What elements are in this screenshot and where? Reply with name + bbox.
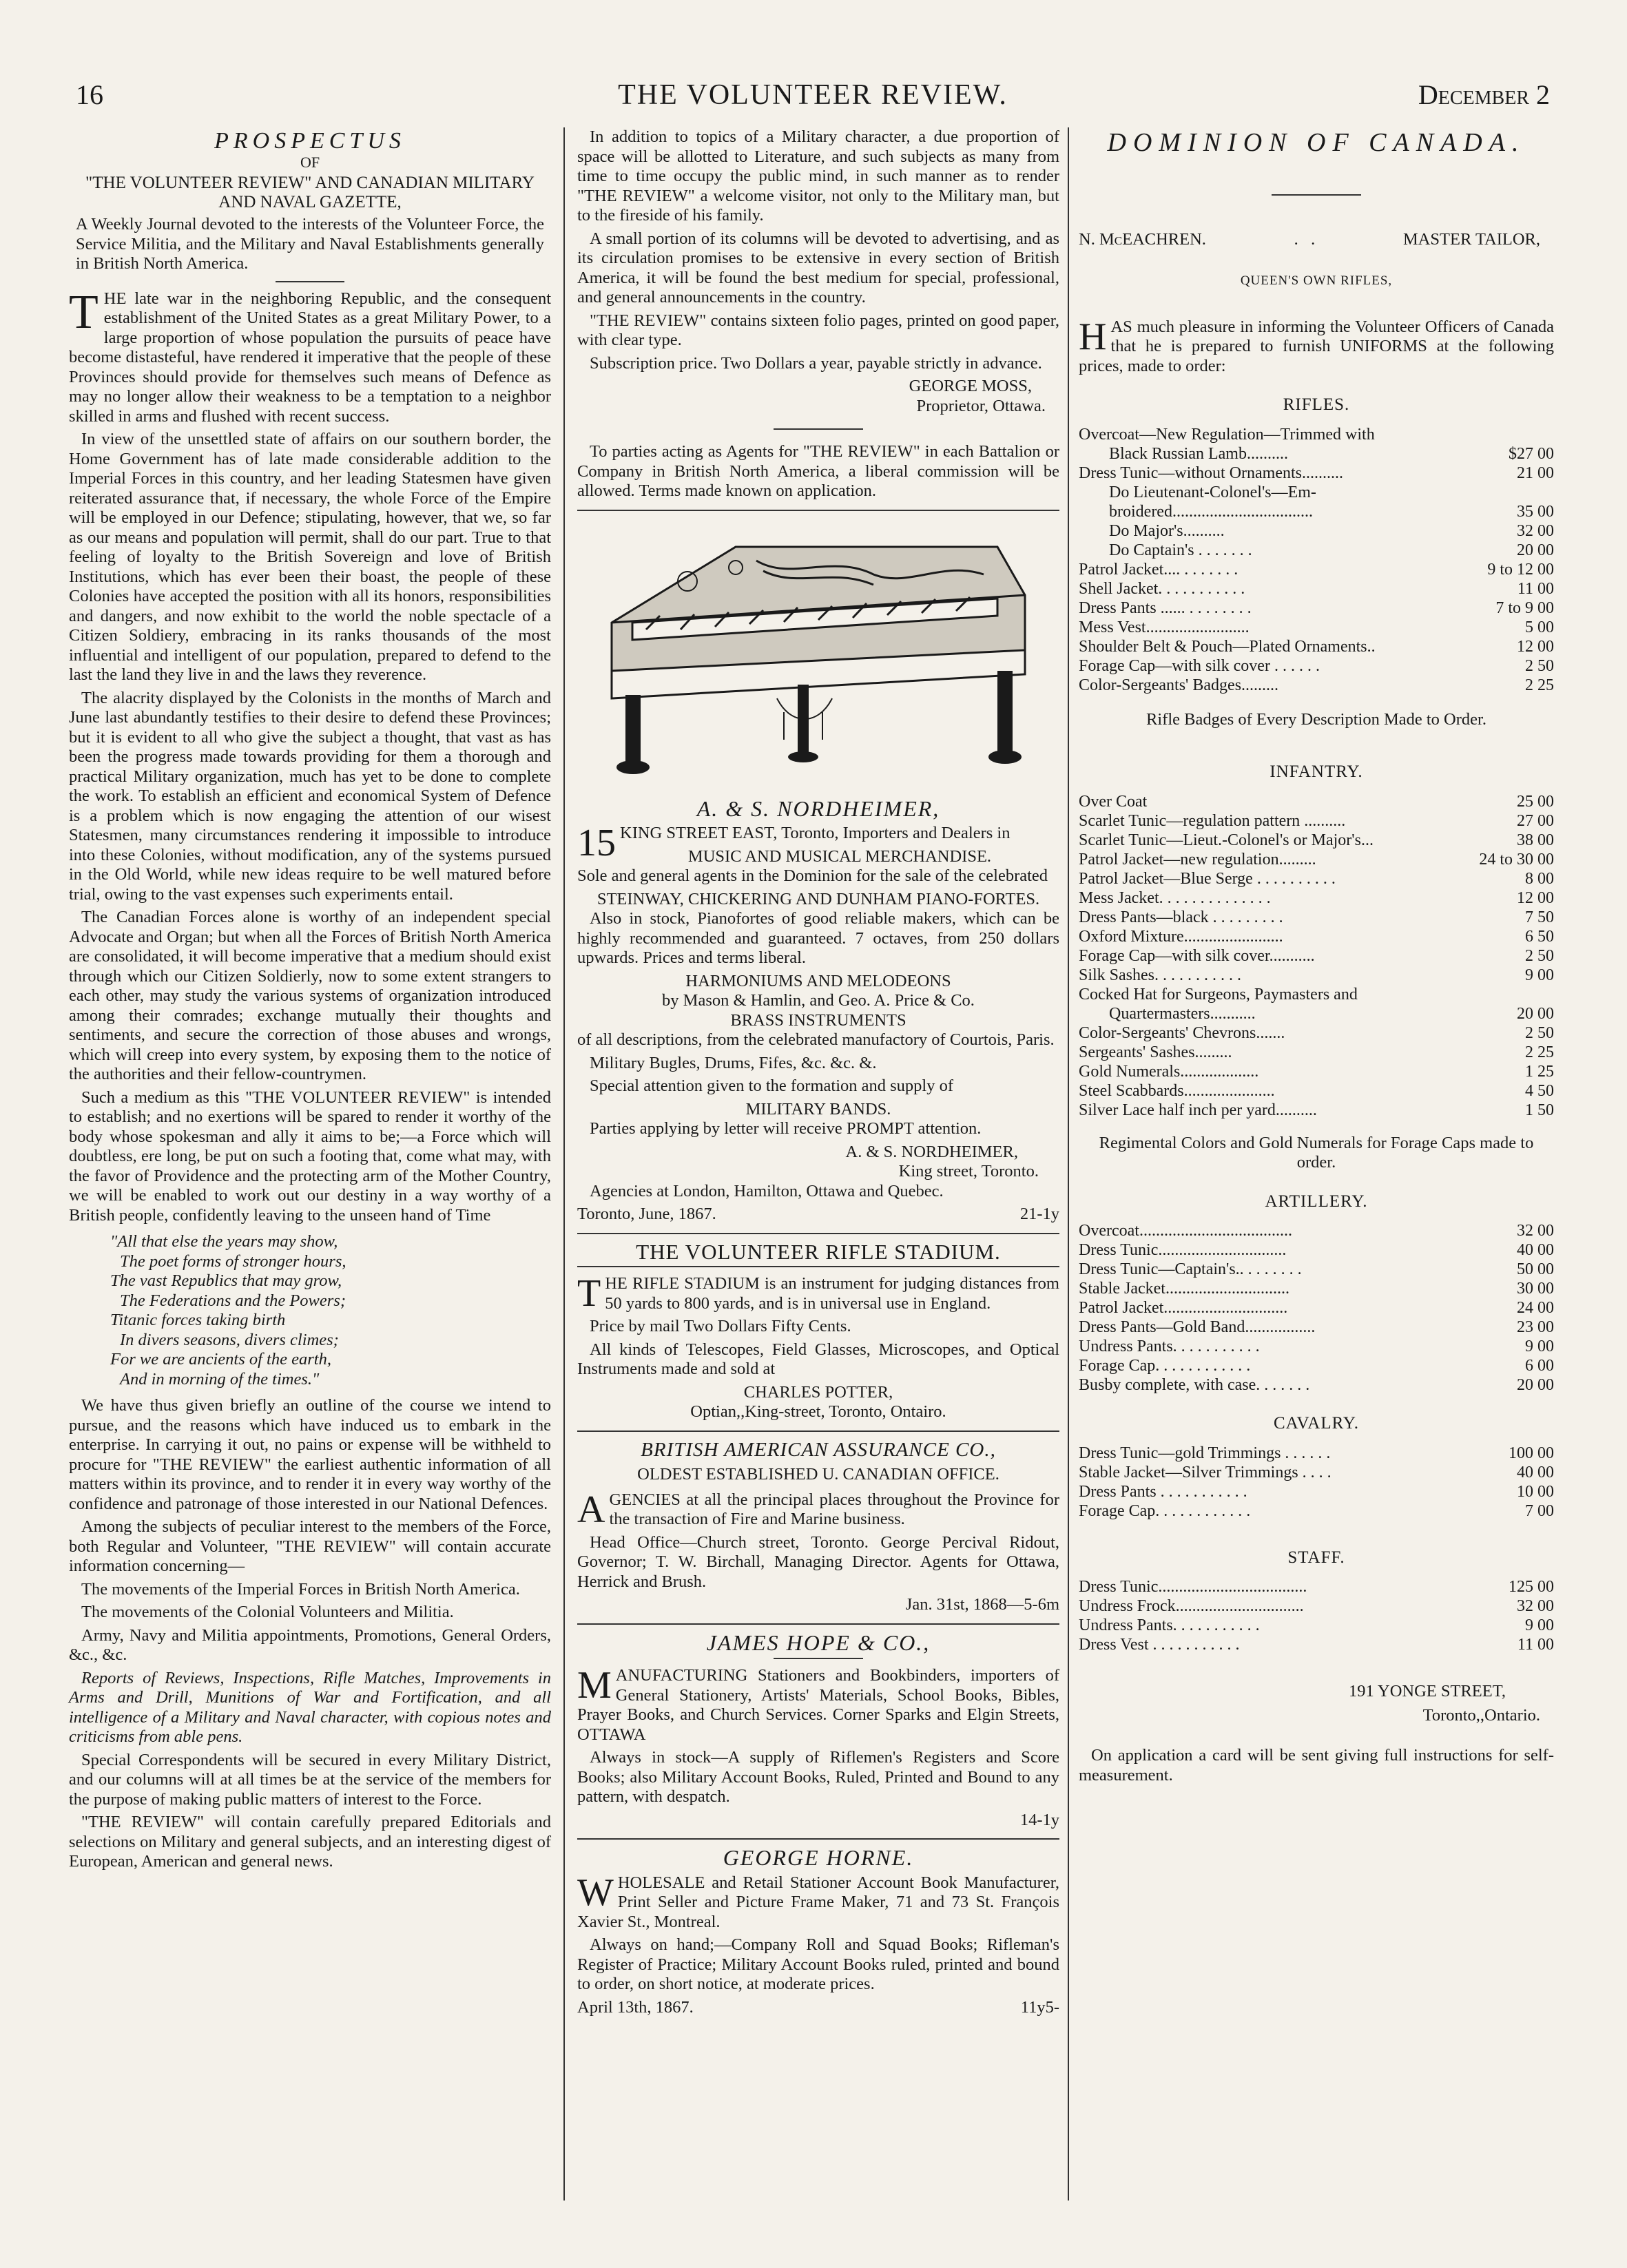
price-row xyxy=(1079,637,1554,656)
divider xyxy=(774,1658,863,1659)
garment-name: Undress Frock............................... xyxy=(1079,1597,1304,1615)
garment-name: Scarlet Tunic—regulation pattern .......... xyxy=(1079,811,1346,830)
tailor-line xyxy=(1079,230,1554,250)
garment-name: Silver Lace half inch per yard.......... xyxy=(1079,1101,1317,1119)
garment-name: Dress Tunic.................................... xyxy=(1079,1578,1307,1596)
poem xyxy=(110,1232,551,1389)
paragraph: "THE REVIEW" contains sixteen folio pages, printed on good paper, with clear type. xyxy=(577,311,1059,349)
garment-price: 32 00 xyxy=(1517,1222,1554,1240)
garment-price: 20 00 xyxy=(1517,541,1554,559)
garment-price: 2 50 xyxy=(1525,946,1554,965)
paragraph: AGENCIES at all the principal places throughout the Province for the transaction of Fire and Marine business. xyxy=(577,1488,1059,1531)
garment-price: 100 00 xyxy=(1509,1444,1554,1462)
nordheimer-signature-address: King street, Toronto. xyxy=(898,1162,1039,1180)
address-line-2: Toronto,,Ontario. xyxy=(1422,1705,1540,1725)
rifles-price-list xyxy=(1079,425,1554,695)
section-title-infantry: INFANTRY. xyxy=(1270,762,1363,781)
price-row xyxy=(1079,869,1554,888)
garment-name: Forage Cap—with silk cover . . . . . . xyxy=(1079,656,1320,675)
garment-name: Shell Jacket. . . . . . . . . . . xyxy=(1079,579,1245,598)
garment-price: $27 00 xyxy=(1509,444,1554,463)
divider xyxy=(577,1430,1059,1432)
paragraph: THE late war in the neighboring Republic, and the consequent establishment of the United States as a great Military Power, to a large proportion of whose population the pursuits of peace have become distasteful, have rendered it imperative that the people of these Provinces should provide for themselves such means of Defence as may no longer allow their weakness to be a temptation to a neighbor skilled in arms and flushed with recent success. xyxy=(69,285,551,426)
price-row xyxy=(1079,966,1554,985)
section-title-cavalry: CAVALRY. xyxy=(1273,1414,1360,1433)
garment-name: Dress Tunic—without Ornaments.......... xyxy=(1079,464,1343,482)
price-row xyxy=(1079,464,1554,483)
price-row xyxy=(1079,483,1554,502)
paragraph: MANUFACTURING Stationers and Bookbinders, importers of General Stationery, Artists' Materials, School Books, Bibles, Prayer Books, and Church Services. Corner Sparks and Elgin Streets, OTTAWA xyxy=(577,1664,1059,1744)
divider xyxy=(276,281,344,282)
price-row xyxy=(1079,1501,1554,1521)
price-row xyxy=(1079,1298,1554,1318)
price-row xyxy=(1079,1023,1554,1043)
drop-cap: H xyxy=(1079,315,1107,358)
price-row xyxy=(1079,1375,1554,1395)
price-row xyxy=(1079,599,1554,618)
garment-price: 11 00 xyxy=(1517,1636,1554,1654)
garment-price: 40 00 xyxy=(1517,1241,1554,1259)
garment-name: Dress Vest . . . . . . . . . . . xyxy=(1079,1636,1240,1654)
prospectus-intro: A Weekly Journal devoted to the interests of the Volunteer Force, the Service Militia, and the Military and Naval Establishments generally in British North America. xyxy=(76,215,544,273)
price-row xyxy=(1079,541,1554,560)
agents-notice: To parties acting as Agents for "THE REVIEW" in each Battalion or Company in British North America, a liberal commission will be allowed. Terms made known on application. xyxy=(577,442,1059,500)
garment-name: Do Captain's . . . . . . . xyxy=(1109,541,1252,559)
divider xyxy=(577,1233,1059,1234)
prospectus-heading: PROSPECTUS xyxy=(214,128,406,154)
garment-price: 9 to 12 00 xyxy=(1487,560,1554,579)
stadium-signature: CHARLES POTTER, xyxy=(743,1382,893,1402)
garment-name: Do Lieutenant-Colonel's—Em- xyxy=(1109,483,1316,501)
nordheimer-harmoniums: HARMONIUMS AND MELODEONS xyxy=(685,971,951,990)
tailor-advertisement-column xyxy=(1079,127,1554,1789)
nordheimer-pianos: STEINWAY, CHICKERING AND DUNHAM PIANO-FORTES. xyxy=(597,889,1040,908)
paragraph: The alacrity displayed by the Colonists in the months of March and June last abundantly testifies to their desire to defend these Provinces; but it is evident to all who give the subject a thought, that vast as has been the progress made towards providing for them a thorough and practical Military organization, much has yet to be done to complete the work. To establish an efficient and economical System of Defence is a problem which is now engaging the attention of our wisest Statesmen, many circumstances rendering it impossible to introduce into these Colonies, without modification, any of the systems pursued in the Old World, while new ideas require to be well matured before trial, owing to the vast expenses such experiments entail. xyxy=(69,688,551,904)
garment-price: 21 00 xyxy=(1517,464,1554,482)
garment-name: Stable Jacket—Silver Trimmings . . . . xyxy=(1079,1463,1331,1481)
prospectus-of: OF xyxy=(300,153,320,171)
garment-name: Forage Cap. . . . . . . . . . . . xyxy=(1079,1501,1251,1520)
garment-price: 2 25 xyxy=(1525,676,1554,694)
garment-price: 24 to 30 00 xyxy=(1479,850,1554,868)
garment-price: 4 50 xyxy=(1525,1081,1554,1100)
garment-name: Dress Pants ...... . . . . . . . . xyxy=(1079,599,1252,617)
advertisements-column xyxy=(577,127,1059,2017)
page-number: 16 xyxy=(76,79,103,110)
signature-title: Proprietor, Ottawa. xyxy=(916,396,1046,415)
garment-price: 50 00 xyxy=(1517,1260,1554,1278)
separator-dots: . . xyxy=(1294,229,1316,249)
paragraph: Always on hand;—Company Roll and Squad Books; Rifleman's Register of Practice; Military Account Books ruled, printed and bound to order, on short notice, at moderate prices. xyxy=(577,1935,1059,1993)
artillery-price-list xyxy=(1079,1221,1554,1395)
nordheimer-agents: Sole and general agents in the Dominion for the sale of the celebrated xyxy=(577,866,1048,885)
garment-price: 7 50 xyxy=(1525,908,1554,926)
price-row xyxy=(1079,1482,1554,1501)
price-row xyxy=(1079,444,1554,464)
nordheimer-brass: BRASS INSTRUMENTS xyxy=(730,1010,906,1030)
price-row xyxy=(1079,579,1554,599)
staff-price-list xyxy=(1079,1577,1554,1654)
garment-name: Dress Pants . . . . . . . . . . . xyxy=(1079,1482,1247,1501)
garment-price: 8 00 xyxy=(1525,869,1554,888)
nordheimer-heading: A. & S. NORDHEIMER, xyxy=(696,795,940,821)
stadium-heading: THE VOLUNTEER RIFLE STADIUM. xyxy=(636,1239,1001,1264)
price-row xyxy=(1079,1318,1554,1337)
price-row xyxy=(1079,888,1554,908)
price-row xyxy=(1079,850,1554,869)
garment-price xyxy=(1451,985,1554,1004)
garment-price: 125 00 xyxy=(1509,1578,1554,1596)
garment-price: 2 50 xyxy=(1525,1023,1554,1042)
garment-price: 27 00 xyxy=(1517,811,1554,830)
paragraph: "THE REVIEW" will contain carefully prepared Editorials and selections on Military and general subjects, and an interesting digest of European, American and general news. xyxy=(69,1813,551,1871)
piano-illustration xyxy=(584,519,1053,795)
garment-name: Dress Tunic—gold Trimmings . . . . . . xyxy=(1079,1444,1331,1462)
garment-price: 7 00 xyxy=(1525,1501,1554,1520)
column-rule xyxy=(1068,127,1069,2201)
column-rule xyxy=(563,127,565,2201)
masthead-title: THE VOLUNTEER REVIEW. xyxy=(618,79,1008,111)
issue-date: December 2 xyxy=(1418,79,1550,110)
price-row xyxy=(1079,792,1554,811)
price-row xyxy=(1079,1081,1554,1101)
garment-price: 32 00 xyxy=(1517,1597,1554,1615)
garment-name: Color-Sergeants' Badges......... xyxy=(1079,676,1279,694)
date: Toronto, June, 1867. xyxy=(577,1205,716,1223)
garment-name: Undress Pants. . . . . . . . . . . xyxy=(1079,1616,1260,1634)
paragraph: Army, Navy and Militia appointments, Promotions, General Orders, &c., &c. xyxy=(69,1625,551,1664)
price-row xyxy=(1079,1260,1554,1279)
paragraph: In view of the unsettled state of affairs on our southern border, the Home Government has of late made considerable addition to the Imperial Forces in this country, and her leading Statesmen have given reiterated assurance that, if necessary, the whole Force of the Empire will be employed in our Defence; stipulating, however, that we, so far as our means and population will permit, shall do our part. True to that feeling of loyalty to the British Sovereign and love of British Institutions, which has ever been their boast, the people of these Colonies have accepted the position with all its honors, responsibilities and dangers, and now exhibit to the world the noble spectacle of a Citizen Soldiery, embracing in its ranks thousands of the most influential and intelligent of our population, prepared to defend to the last the land they live in and the laws they reverence. xyxy=(69,430,551,684)
paragraph: Always in stock—A supply of Riflemen's Registers and Score Books; also Military Account Books, Ruled, Printed and Bound to any pattern, with despatch. xyxy=(577,1748,1059,1806)
poem-line: In divers seasons, divers climes; xyxy=(120,1330,339,1349)
divider xyxy=(577,1266,1059,1267)
paragraph: Reports of Reviews, Inspections, Rifle Matches, Improvements in Arms and Drill, Munitions of War and Fortification, and all intelligence of a Military and Naval character, with copious notes and criticisms from able pens. xyxy=(69,1668,551,1746)
price-row xyxy=(1079,1463,1554,1482)
garment-name: Forage Cap—with silk cover........... xyxy=(1079,946,1315,965)
garment-name: Black Russian Lamb.......... xyxy=(1109,444,1288,463)
garment-price: 5 00 xyxy=(1525,618,1554,636)
garment-price: 11 00 xyxy=(1517,579,1554,598)
price-row xyxy=(1079,1444,1554,1463)
footer-note: On application a card will be sent giving full instructions for self-measurement. xyxy=(1079,1746,1554,1785)
garment-name: Scarlet Tunic—Lieut.-Colonel's or Major's... xyxy=(1079,831,1374,849)
horne-dateline xyxy=(577,1998,1059,2018)
garment-name: Forage Cap. . . . . . . . . . . . xyxy=(1079,1357,1251,1375)
nordheimer-goods: MUSIC AND MUSICAL MERCHANDISE. xyxy=(687,846,992,866)
garment-price: 35 00 xyxy=(1517,502,1554,521)
date: April 13th, 1867. xyxy=(577,1997,694,2017)
regiment-name: QUEEN'S OWN RIFLES, xyxy=(1240,273,1393,288)
nordheimer-signature: A. & S. NORDHEIMER, xyxy=(845,1142,1018,1161)
bata-heading: BRITISH AMERICAN ASSURANCE CO., xyxy=(641,1438,996,1461)
bata-subheading: OLDEST ESTABLISHED U. CANADIAN OFFICE. xyxy=(637,1465,999,1484)
price-row xyxy=(1079,656,1554,676)
nordheimer-courtois: of all descriptions, from the celebrated manufactory of Courtois, Paris. xyxy=(577,1030,1055,1049)
price-row xyxy=(1079,1101,1554,1120)
garment-name: Silk Sashes. . . . . . . . . . . xyxy=(1079,966,1242,984)
cavalry-price-list xyxy=(1079,1444,1554,1521)
garment-price: 38 00 xyxy=(1517,831,1554,849)
divider xyxy=(577,1838,1059,1840)
paragraph: WHOLESALE and Retail Stationer Account Book Manufacturer, Print Seller and Picture Frame Maker, 71 and 73 St. François Xavier St., Montreal. xyxy=(577,1871,1059,1931)
garment-price: 12 00 xyxy=(1517,888,1554,907)
garment-price: 9 00 xyxy=(1525,1338,1554,1355)
paragraph: The movements of the Imperial Forces in British North America. xyxy=(81,1579,520,1599)
price-row xyxy=(1079,1240,1554,1260)
drop-cap: T xyxy=(577,1272,601,1315)
nordheimer-bugles: Military Bugles, Drums, Fifes, &c. &c. &. xyxy=(590,1053,877,1072)
garment-name: Shoulder Belt & Pouch—Plated Ornaments.. xyxy=(1079,637,1376,656)
price-row xyxy=(1079,618,1554,637)
signature-name: GEORGE MOSS, xyxy=(909,377,1032,395)
garment-price: 25 00 xyxy=(1517,792,1554,811)
price-row xyxy=(1079,1337,1554,1356)
garment-name: Dress Tunic—Captain's.. . . . . . . . xyxy=(1079,1260,1302,1278)
price-row xyxy=(1079,676,1554,695)
garment-price: 12 00 xyxy=(1517,637,1554,656)
paragraph: Such a medium as this "THE VOLUNTEER REVIEW" is intended to establish; and no exertions will be spared to render it worthy of the body whose spokesman and ally it aims to be;—a Force which will doubtless, ere long, be put on such a footing that, come what may, with the favor of Providence and the protecting arm of the Mother Country, we will be enabled to work out our destiny in a way worthy of a British people, confidently leaving to the unseen hand of Time xyxy=(69,1088,551,1225)
garment-price: 9 00 xyxy=(1525,966,1554,984)
poem-line: The vast Republics that may grow, xyxy=(110,1271,342,1290)
garment-name: Patrol Jacket—new regulation......... xyxy=(1079,850,1316,868)
nordheimer-dateline xyxy=(577,1205,1059,1225)
garment-name: Color-Sergeants' Chevrons....... xyxy=(1079,1023,1285,1042)
paragraph: Among the subjects of peculiar interest to the members of the Force, both Regular and Volunteer, "THE REVIEW" will contain accurate information concerning— xyxy=(69,1517,551,1575)
dominion-heading: DOMINION OF CANADA. xyxy=(1107,128,1526,157)
garment-price: 2 25 xyxy=(1525,1043,1554,1061)
garment-name: Dress Tunic............................... xyxy=(1079,1241,1287,1259)
drop-cap: T xyxy=(69,285,99,339)
paragraph: Price by mail Two Dollars Fifty Cents. xyxy=(590,1317,851,1335)
drop-cap: A xyxy=(577,1488,605,1531)
garment-price: 23 00 xyxy=(1517,1318,1554,1336)
price-row xyxy=(1079,1635,1554,1654)
price-row xyxy=(1079,521,1554,541)
nordheimer-bands: MILITARY BANDS. xyxy=(745,1099,891,1119)
garment-name: Overcoat..................................... xyxy=(1079,1222,1292,1240)
ad-code: 11y5- xyxy=(1020,1997,1059,2017)
garment-name: Do Major's.......... xyxy=(1109,521,1225,540)
paragraph: THE RIFLE STADIUM is an instrument for judging distances from 50 yards to 800 yards, and is in universal use in England. xyxy=(577,1272,1059,1315)
garment-name: Oxford Mixture........................ xyxy=(1079,927,1283,946)
prospectus-subtitle: "THE VOLUNTEER REVIEW" AND CANADIAN MILITARY AND NAVAL GAZETTE, xyxy=(85,174,535,211)
garment-name: Stable Jacket.............................. xyxy=(1079,1280,1289,1298)
page-header xyxy=(76,74,1550,116)
garment-name: Patrol Jacket.............................. xyxy=(1079,1299,1288,1317)
price-row xyxy=(1079,1596,1554,1616)
paragraph: In addition to topics of a Military character, a due proportion of space will be allotted to Literature, and such subjects as many from time to time occupy the public mind, in such manner as to render "THE REVIEW" a welcome visitor, not only to the Military man, but to the fireside of his family. xyxy=(577,127,1059,225)
garment-name: Undress Pants. . . . . . . . . . . xyxy=(1079,1338,1260,1355)
garment-price: 32 00 xyxy=(1517,521,1554,540)
section-title-rifles: RIFLES. xyxy=(1283,395,1350,414)
paragraph: All kinds of Telescopes, Field Glasses, Microscopes, and Optical Instruments made and sold at xyxy=(577,1340,1059,1378)
paragraph: Head Office—Church street, Toronto. George Percival Ridout, Governor; T. W. Birchall, Managing Director. Agents for Ottawa, Herrick and Brush. xyxy=(577,1532,1059,1591)
paragraph: Special Correspondents will be secured in every Military District, and our columns will at all times be at the service of the members for the purpose of making public matters of interest to the Force. xyxy=(69,1750,551,1809)
stadium-signature-address: Optian,,King-street, Toronto, Ontairo. xyxy=(690,1402,946,1421)
prospectus-column xyxy=(69,127,551,1875)
street-number: 15 xyxy=(577,822,616,864)
garment-name: Overcoat—New Regulation—Trimmed with xyxy=(1079,425,1375,444)
garment-name: broidered.................................. xyxy=(1109,502,1313,521)
garment-price: 20 00 xyxy=(1517,1376,1554,1394)
garment-name: Steel Scabbards...................... xyxy=(1079,1081,1275,1100)
price-row xyxy=(1079,1062,1554,1081)
drop-cap: W xyxy=(577,1871,614,1914)
paragraph: We have thus given briefly an outline of the course we intend to pursue, and the reasons which have induced us to embark in the enterprise. In carrying it out, no pains or expense will be withheld to procure for "THE REVIEW" the earliest authentic information of all matters within its province, and to render it in every way worthy of the confidence and patronage of those interested in our National Defences. xyxy=(69,1396,551,1513)
price-row xyxy=(1079,811,1554,831)
garment-price: 2 50 xyxy=(1525,656,1554,675)
price-row xyxy=(1079,985,1554,1004)
nordheimer-letter: Parties applying by letter will receive PROMPT attention. xyxy=(590,1119,982,1138)
garment-name: Over Coat xyxy=(1079,792,1148,811)
divider xyxy=(577,1623,1059,1625)
garment-name: Dress Pants—Gold Band................. xyxy=(1079,1318,1316,1336)
divider xyxy=(774,428,863,430)
paragraph: The movements of the Colonial Volunteers and Militia. xyxy=(81,1603,454,1621)
price-row xyxy=(1079,425,1554,444)
garment-name: Mess Jacket. . . . . . . . . . . . . . xyxy=(1079,888,1271,907)
ad-code: 14-1y xyxy=(1019,1810,1059,1829)
tailor-name: N. McEACHREN. xyxy=(1079,229,1206,249)
garment-price: 9 00 xyxy=(1525,1616,1554,1634)
price-row xyxy=(1079,1616,1554,1635)
price-row xyxy=(1079,1043,1554,1062)
section-title-artillery: ARTILLERY. xyxy=(1265,1192,1368,1211)
infantry-price-list xyxy=(1079,792,1554,1120)
poem-line: The Federations and the Powers; xyxy=(120,1291,346,1310)
garment-name: Patrol Jacket.... . . . . . . . xyxy=(1079,560,1239,579)
garment-price xyxy=(1451,425,1554,444)
garment-price: 1 25 xyxy=(1525,1062,1554,1081)
divider xyxy=(1272,194,1361,196)
price-row xyxy=(1079,1004,1554,1023)
garment-price: 10 00 xyxy=(1517,1482,1554,1501)
garment-name: Mess Vest......................... xyxy=(1079,618,1250,636)
garment-name: Busby complete, with case. . . . . . . xyxy=(1079,1376,1310,1394)
price-row xyxy=(1079,1221,1554,1240)
address-line-1: 191 YONGE STREET, xyxy=(1349,1682,1506,1700)
garment-price: 6 00 xyxy=(1525,1357,1554,1375)
poem-line: And in morning of the times." xyxy=(120,1369,320,1388)
horne-heading: GEORGE HORNE. xyxy=(723,1845,914,1870)
garment-name: Cocked Hat for Surgeons, Paymasters and xyxy=(1079,985,1358,1003)
garment-name: Sergeants' Sashes......... xyxy=(1079,1043,1232,1061)
price-row xyxy=(1079,946,1554,966)
poem-line: For we are ancients of the earth, xyxy=(110,1350,331,1369)
price-row xyxy=(1079,560,1554,579)
regimental-colors-note: Regimental Colors and Gold Numerals for Forage Caps made to order. xyxy=(1099,1133,1534,1172)
nordheimer-address: 15 KING STREET EAST, Toronto, Importers and Dealers in xyxy=(577,822,1011,864)
garment-price: 40 00 xyxy=(1517,1463,1554,1481)
price-row xyxy=(1079,1279,1554,1298)
garment-price: 7 to 9 00 xyxy=(1495,599,1554,617)
poem-line: Titanic forces taking birth xyxy=(110,1311,286,1329)
garment-price: 6 50 xyxy=(1525,927,1554,946)
price-row xyxy=(1079,1577,1554,1596)
nordheimer-stock: Also in stock, Pianofortes of good reliable makers, which can be highly recommended and guaranteed. 7 octaves, from 250 dollars upwards. Prices and terms liberal. xyxy=(577,909,1059,967)
price-row xyxy=(1079,502,1554,521)
price-row xyxy=(1079,908,1554,927)
garment-name: Gold Numerals................... xyxy=(1079,1062,1259,1081)
price-row xyxy=(1079,1356,1554,1375)
garment-name: Quartermasters........... xyxy=(1109,1004,1256,1023)
price-row xyxy=(1079,831,1554,850)
poem-line: The poet forms of stronger hours, xyxy=(120,1251,346,1271)
paragraph: The Canadian Forces alone is worthy of an independent special Advocate and Organ; but when all the Forces of British North America are consolidated, it will become imperative that a medium should exist through which our Citizen Soldierly, now to some extent strangers to each other, may study the various systems of organization introduced among their comrades; exchange mutually their thoughts and sentiments, and secure the correction of those abuses and wrongs, which will creep into every system, by exposing them to the notice of the authorities and their fellow-countrymen. xyxy=(69,908,551,1083)
section-title-staff: STAFF. xyxy=(1287,1548,1345,1567)
drop-cap: M xyxy=(577,1664,612,1707)
nordheimer-agencies: Agencies at London, Hamilton, Ottawa and Quebec. xyxy=(590,1181,944,1200)
nordheimer-special: Special attention given to the formation and supply of xyxy=(590,1076,953,1095)
garment-price: 20 00 xyxy=(1517,1004,1554,1023)
garment-price: 24 00 xyxy=(1517,1299,1554,1317)
bata-date: Jan. 31st, 1868—5-6m xyxy=(905,1595,1059,1614)
paragraph: Subscription price. Two Dollars a year, payable strictly in advance. xyxy=(590,353,1042,373)
nordheimer-mason: by Mason & Hamlin, and Geo. A. Price & Co. xyxy=(662,991,975,1010)
divider xyxy=(577,510,1059,511)
garment-name: Patrol Jacket—Blue Serge . . . . . . . . . . xyxy=(1079,869,1336,888)
garment-price: 1 50 xyxy=(1525,1101,1554,1119)
hope-heading: JAMES HOPE & CO., xyxy=(706,1630,931,1655)
ad-code: 21-1y xyxy=(1019,1205,1059,1223)
garment-price xyxy=(1451,483,1554,502)
paragraph: A small portion of its columns will be devoted to advertising, and as its circulation promises to be extensive in every section of British America, it will be found the best medium for special, professional, and general announcements in the country. xyxy=(577,229,1059,306)
garment-price: 30 00 xyxy=(1517,1280,1554,1298)
tailor-title: MASTER TAILOR, xyxy=(1402,229,1540,249)
tailor-intro: HAS much pleasure in informing the Volunteer Officers of Canada that he is prepared to furnish UNIFORMS at the following prices, made to order: xyxy=(1079,315,1554,375)
poem-line: "All that else the years may show, xyxy=(110,1232,338,1251)
garment-name: Dress Pants—black . . . . . . . . . xyxy=(1079,908,1283,926)
price-row xyxy=(1079,927,1554,946)
rifle-badges-note: Rifle Badges of Every Description Made to Order. xyxy=(1146,709,1486,729)
